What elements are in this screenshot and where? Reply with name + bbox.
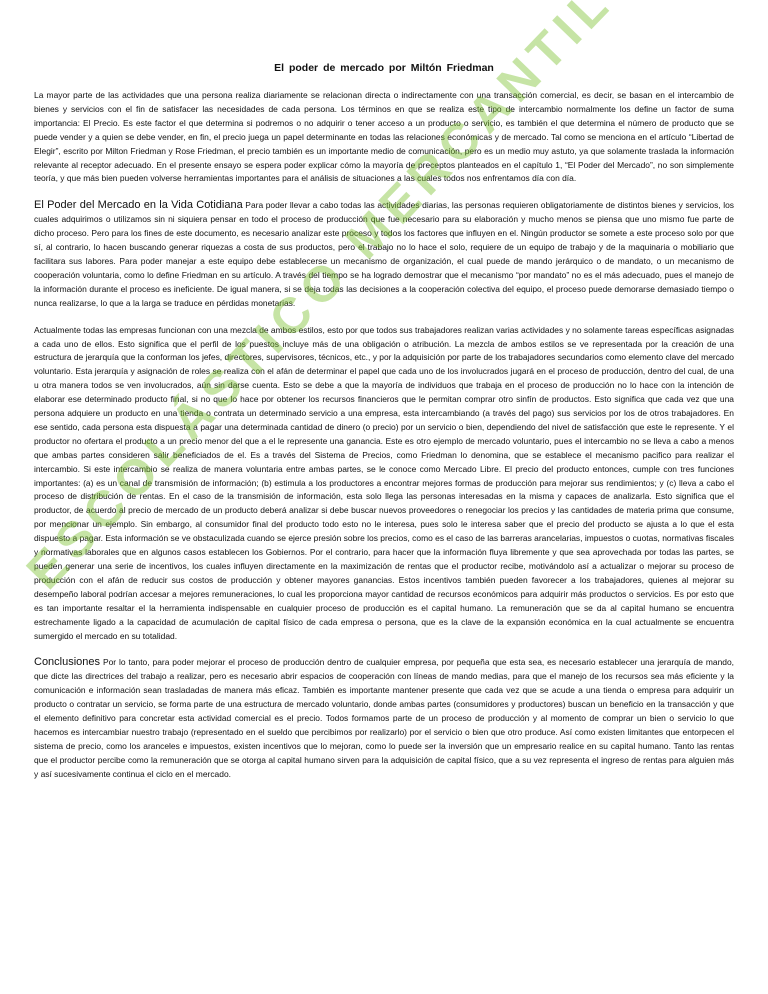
- paragraph-vida-cotidiana-text: Para poder llevar a cabo todas las actividades diarias, las personas requieren obligatoriamente de distintos bienes y servicios, los cuales adquirimos o utilizamos sin ni siquiera pensar en todo el proceso de producción que fue necesario para su elaboración y mucho menos se piensa que uno mismo fue parte de dicho proceso. Pero para los fines de este documento, es necesario analizar este proceso y todos los factores que influyen en el. Ningún productor se somete a este proceso solo por que sí, al contrario, lo hacen buscando generar riquezas a costa de sus productos, pero el trabajo no lo hace el solo, requiere de un equipo de trabajo y de la maquinaria o mobiliario que facilitara sus labores. Para poder manejar a este equipo debe establecerse un mecanismo de organización, el cual puede de mando jerárquico o de mandato, o un mecanismo de cooperación voluntaria, como lo define Friedman en su artículo. A través del tiempo se ha logrado demostrar que el mecanismo “por mandato” no es el más adecuado, pues el manejo de la información durante el proceso es ineficiente. De igual manera, si se deja todas las decisiones a la cooperación colectiva del equipo, el proceso puede demorarse demasiado tiempo o nunca realizarse, lo que a la larga se traduce en pérdidas monetarias.: [34, 200, 734, 308]
- paragraph-empresas: Actualmente todas las empresas funcionan con una mezcla de ambos estilos, esto por que todos sus trabajadores realizan varias actividades y no solamente tareas específicas asignadas a cada uno de ellos. Esto significa que el perfil de los puestos incluye más de una obligación o atribución. La mezcla de ambos estilos se ve representada por la creación de una estructura de jerarquía que la conforman los jefes, directores, supervisores, técnicos, etc., y por la adquisición por parte de los trabajadores secundarios como elemento clave del mercado voluntario. Esta jerarquía y asignación de roles se realiza con el afán de determinar el papel que cada uno de los involucrados jugará en el proceso de producción, dentro del cual, de una u otra manera todos se ven involucrados, aún sin darse cuenta. Esto se debe a que la mayoría de individuos que trabaja en el proceso de producción no lo hace con la intención de elaborar ese determinado producto final, si no que lo hace por obtener los recursos financieros que le permitan comprar otro sinfín de productos. Esto significa que cada vez que una persona adquiere un producto en una tienda o contrata un determinado servicio a una empresa, esta intercambiando (a través del pago) sus servicios por los de otros trabajadores. En ese sentido, cada persona esta dispuesta a pagar una determinada cantidad de dinero (o precio) por un servicio o bien, dependiendo del nivel de satisfacción que este le represente. Y el productor no ofertara el producto a un precio menor del que a el le represente una ganancia. Este es otro ejemplo de mercado voluntario, pues el intercambio no se lleva a cabo a menos que ambas partes consideren salir beneficiados de el. Es a través del Sistema de Precios, como Friedman lo denomina, que se establece el mecanismo pacifico para realizar el intercambio. Si este intercambio se realiza de manera voluntaria entre ambas partes, se le conoce como Mercado Libre. El precio del producto entonces, cumple con tres funciones importantes: (a) es un canal de transmisión de información; (b) estimula a los productores a encontrar mejores formas de producción para mejorar sus rendimientos; y (c) lleva a cabo el proceso de distribución de rentas. En el caso de la transmisión de información, esta solo llega las personas interesadas en la misma y capaces de analizarla. Esto significa que el productor, de acuerdo al precio de mercado de un producto deberá analizar si debe buscar nuevos proveedores o renegociar los precios y las cantidades de materia prima que consume, por mencionar un ejemplo. Sin embargo, al consumidor final del producto todo esto no le interesa, pues solo le interesa saber que el precio del producto se ajusta a lo que el esta dispuesto a pagar. Esta información se ve obstaculizada cuando se ejerce presión sobre los precios, como es el caso de las barreras arancelarias, impuestos o cuotas, normativas fiscales y normativas laborales que en algunos casos establecen los Gobiernos. Por el contrario, para hacer que la información fluya libremente y que sea aprovechada por todas las partes, se pueden generar una serie de incentivos, los cuales influyen directamente en la maximización de rentas que el productor recibe, motivándolo así a actualizar o mejorar su proceso de producción con el afán de reducir sus costos de producción y obtener mayores ganancias. Estos incentivos también pueden favorecer a los trabajadores, quienes al mejorar su desempeño laboral podrían accesar a mejores remuneraciones, lo cual les proporciona mayor cantidad de recursos económicos para adquirir más productos o servicios. Es por esto que es tan importante resaltar el la herramienta indispensable en cualquier proceso de producción es el capital humano. La remuneración que se da al capital humano se encuentra estrechamente ligado a la capacidad de acumulación de capital físico de cada empresa o persona, que es la clave de la expansión económica en la cual actualmente se encuentra sumergido el mercado en su totalidad.: [34, 324, 734, 641]
- paragraph-introduction: La mayor parte de las actividades que una persona realiza diariamente se relacionan directa o indirectamente con una transacción comercial, es decir, se basan en el intercambio de bienes y servicios con el fin de satisfacer las necesidades de cada persona. Los términos en que se realiza este tipo de intercambio normalmente los define un factor de suma importancia: El Precio. Es este factor el que determina si podremos o no adquirir o tener acceso a un producto o servicio, es también el que determina el número de producto que se puede vender y a quien se debe vender, en fin, el precio juega un papel determinante en todas las relaciones económicas y de mercado. Tal como se menciona en el artículo “Libertad de Elegir”, escrito por Milton Friedman y Rose Friedman, el precio también es un importante medio de comunicación, pero es un medio muy astuto, ya que solamente traslada la información relevante al receptor adecuado. En el presente ensayo se espera poder explicar cómo la mayoría de preceptos planteados en el capítulo 1, “El Poder del Mercado”, no son simplemente teoría, y que más bien pueden volverse herramientas importantes para el análisis de situaciones a las cuales todos nos enfrentamos día con día.: [34, 90, 734, 184]
- section-heading-conclusiones: Conclusiones: [34, 656, 101, 669]
- section-heading-vida-cotidiana: El Poder del Mercado en la Vida Cotidiana: [34, 199, 243, 212]
- paragraph-conclusiones-text: Por lo tanto, para poder mejorar el proceso de producción dentro de cualquier empresa, por pequeña que esta sea, es necesario establecer una jerarquía de mando, que dicte las directrices del trabajo a realizar, pero es necesario abrir espacios de cooperación con líneas de mando medias, para que el manejo de los recursos sea más eficiente y la comunicación e información sean trasladadas de manera más eficaz. También es importante mantener presente que cada vez que se acude a una tienda o empresa para adquirir un producto o contratar un servicio, se forma parte de una estructura de mercado voluntario, donde ambas partes (consumidores y productores) buscan un beneficio en la transacción y que el elemento definitivo para concretar esta actividad comercial es el precio. Todos formamos parte de un proceso de producción y al momento de comprar un bien o servicio lo que hacemos es intercambiar nuestro trabajo (representado en el sueldo que percibimos por realizarlo) por el servicio o bien que otro produce. Así como existen limitantes que entorpecen el sistema de precio, como los aranceles e impuestos, existen incentivos que lo mejoran, como lo puede ser la inversión que un empresario realice en su capital humano. Tanto las rentas que el productor percibe como la remuneración que se otorga al capital humano sirven para la adquisición de capital físico, que a su vez representa el ingreso de rentas para alguien más y así sucesivamente continua el ciclo en el mercado.: [34, 657, 734, 779]
- paragraph-vida-cotidiana: [34, 199, 734, 310]
- document-title: El poder de mercado por Miltón Friedman: [274, 62, 494, 74]
- paragraph-conclusiones: [34, 656, 734, 781]
